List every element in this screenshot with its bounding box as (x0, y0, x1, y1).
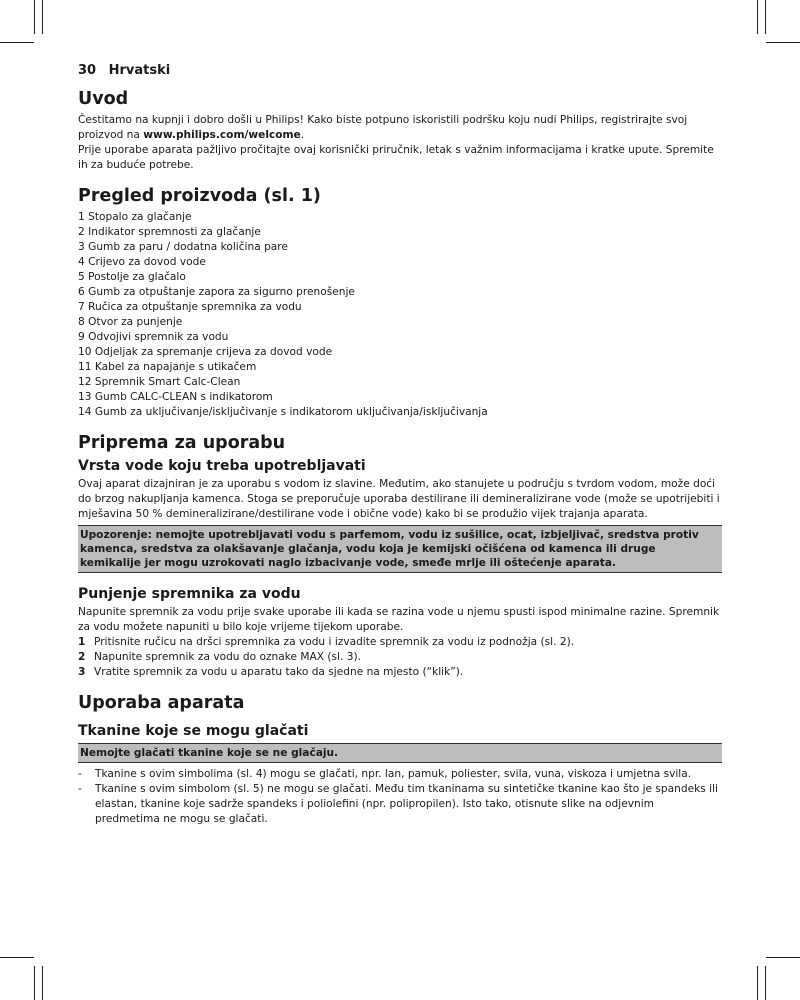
list-item: 4 Crijevo za dovod vode (78, 256, 206, 268)
intro-title: Uvod (78, 89, 129, 109)
welcome-url[interactable]: www.philips.com/welcome (143, 129, 301, 141)
list-item: 6 Gumb za otpuštanje zapora za sigurno prenošenje (78, 286, 355, 298)
list-item: 11 Kabel za napajanje s utikačem (78, 361, 257, 373)
page-number: 30 (78, 63, 97, 78)
intro-paragraph-1: Čestitamo na kupnji i dobro došli u Philips! Kako biste potpuno iskoristili podršku koju nudi Philips, registrirajte svoj proizvod na www.philips.com/welcome. (78, 114, 688, 141)
water-type-text: Ovaj aparat dizajniran je za uporabu s vodom iz slavine. Međutim, ako stanujete u području s tvrdom vodom, može doći do brzog nakupljanja kamenca. Stoga se preporučuje uporaba destilirane ili demineralizirane vode (može se upotrijebiti i mješavina 50 % demineralizirane/destilirane vode i obične vode) kako bi se produžio vijek trajanja aparata. (78, 478, 720, 520)
crop-mark (765, 966, 766, 1000)
fabrics-title: Tkanine koje se mogu glačati (78, 723, 309, 739)
list-item: 9 Odvojivi spremnik za vodu (78, 331, 229, 343)
overview-section (78, 185, 722, 420)
list-item: 13 Gumb CALC-CLEAN s indikatorom (78, 391, 273, 403)
crop-mark (757, 966, 758, 1000)
list-item: 8 Otvor za punjenje (78, 316, 183, 328)
list-item: 14 Gumb za uključivanje/isključivanje s indikatorom uključivanja/isključivanja (78, 406, 488, 418)
crop-mark (766, 42, 800, 43)
usage-title: Uporaba aparata (78, 693, 245, 713)
crop-mark (757, 0, 758, 34)
crop-mark (0, 957, 34, 958)
fabrics-list (78, 767, 722, 827)
overview-title: Pregled proizvoda (sl. 1) (78, 186, 321, 206)
crop-mark (42, 966, 43, 1000)
list-item: - Tkanine s ovim simbolom (sl. 5) ne mogu se glačati. Među tim tkaninama su sintetičke tkanine kao što je spandeks ili elastan, tkanine koje sadrže spandeks i poliolefini (npr. polipropilen). Isto tako, otisnute slike na odjevnim predmetima ne mogu se glačati. (78, 783, 718, 825)
content (78, 88, 722, 827)
water-warning-box: Upozorenje: nemojte upotrebljavati vodu s parfemom, vodu iz sušilice, ocat, izbjeljivač, sredstva protiv kamenca, sredstva za olakšavanje glačanja, vodu koja je kemijski očišćena od kamenca ili druge kemikalije jer mogu uzrokovati naglo izbacivanje vode, smeđe mrlje ili oštećenje aparata. (78, 525, 722, 573)
filling-text: Napunite spremnik za vodu prije svake uporabe ili kada se razina vode u njemu spusti ispod minimalne razine. Spremnik za vodu možete napuniti u bilo koje vrijeme tijekom uporabe. (78, 606, 720, 633)
running-head (78, 63, 170, 78)
list-item: 5 Postolje za glačalo (78, 271, 186, 283)
crop-mark (0, 42, 34, 43)
list-item: 3 Gumb za paru / dodatna količina pare (78, 241, 288, 253)
step-item: 2 Napunite spremnik za vodu do oznake MAX (sl. 3). (78, 651, 361, 663)
list-item: 12 Spremnik Smart Calc-Clean (78, 376, 241, 388)
preparation-title: Priprema za uporabu (78, 433, 286, 453)
list-item: 10 Odjeljak za spremanje crijeva za dovod vode (78, 346, 333, 358)
list-item: - Tkanine s ovim simbolima (sl. 4) mogu se glačati, npr. lan, pamuk, poliester, svila, vuna, viskoza i umjetna svila. (78, 768, 692, 780)
step-item: 1 Pritisnite ručicu na dršci spremnika za vodu i izvadite spremnik za vodu iz podnožja (sl. 2). (78, 636, 575, 648)
fabrics-warning-box: Nemojte glačati tkanine koje se ne glačaju. (78, 743, 722, 763)
intro-section (78, 88, 722, 173)
crop-mark (766, 957, 800, 958)
language-label: Hrvatski (108, 63, 171, 78)
step-item: 3 Vratite spremnik za vodu u aparatu tako da sjedne na mjesto (“klik”). (78, 666, 464, 678)
list-item: 2 Indikator spremnosti za glačanje (78, 226, 261, 238)
list-item: 7 Ručica za otpuštanje spremnika za vodu (78, 301, 302, 313)
parts-list (78, 210, 722, 420)
crop-mark (34, 966, 35, 1000)
crop-mark (42, 0, 43, 34)
water-type-title: Vrsta vode koju treba upotrebljavati (78, 458, 366, 474)
list-item: 1 Stopalo za glačanje (78, 211, 192, 223)
filling-steps (78, 635, 722, 680)
usage-section (78, 692, 722, 827)
crop-mark (765, 0, 766, 34)
filling-title: Punjenje spremnika za vodu (78, 586, 301, 602)
preparation-section (78, 432, 722, 680)
intro-paragraph-2: Prije uporabe aparata pažljivo pročitajte ovaj korisnički priručnik, letak s važnim informacijama i kratke upute. Spremite ih za buduće potrebe. (78, 144, 714, 171)
crop-mark (34, 0, 35, 34)
